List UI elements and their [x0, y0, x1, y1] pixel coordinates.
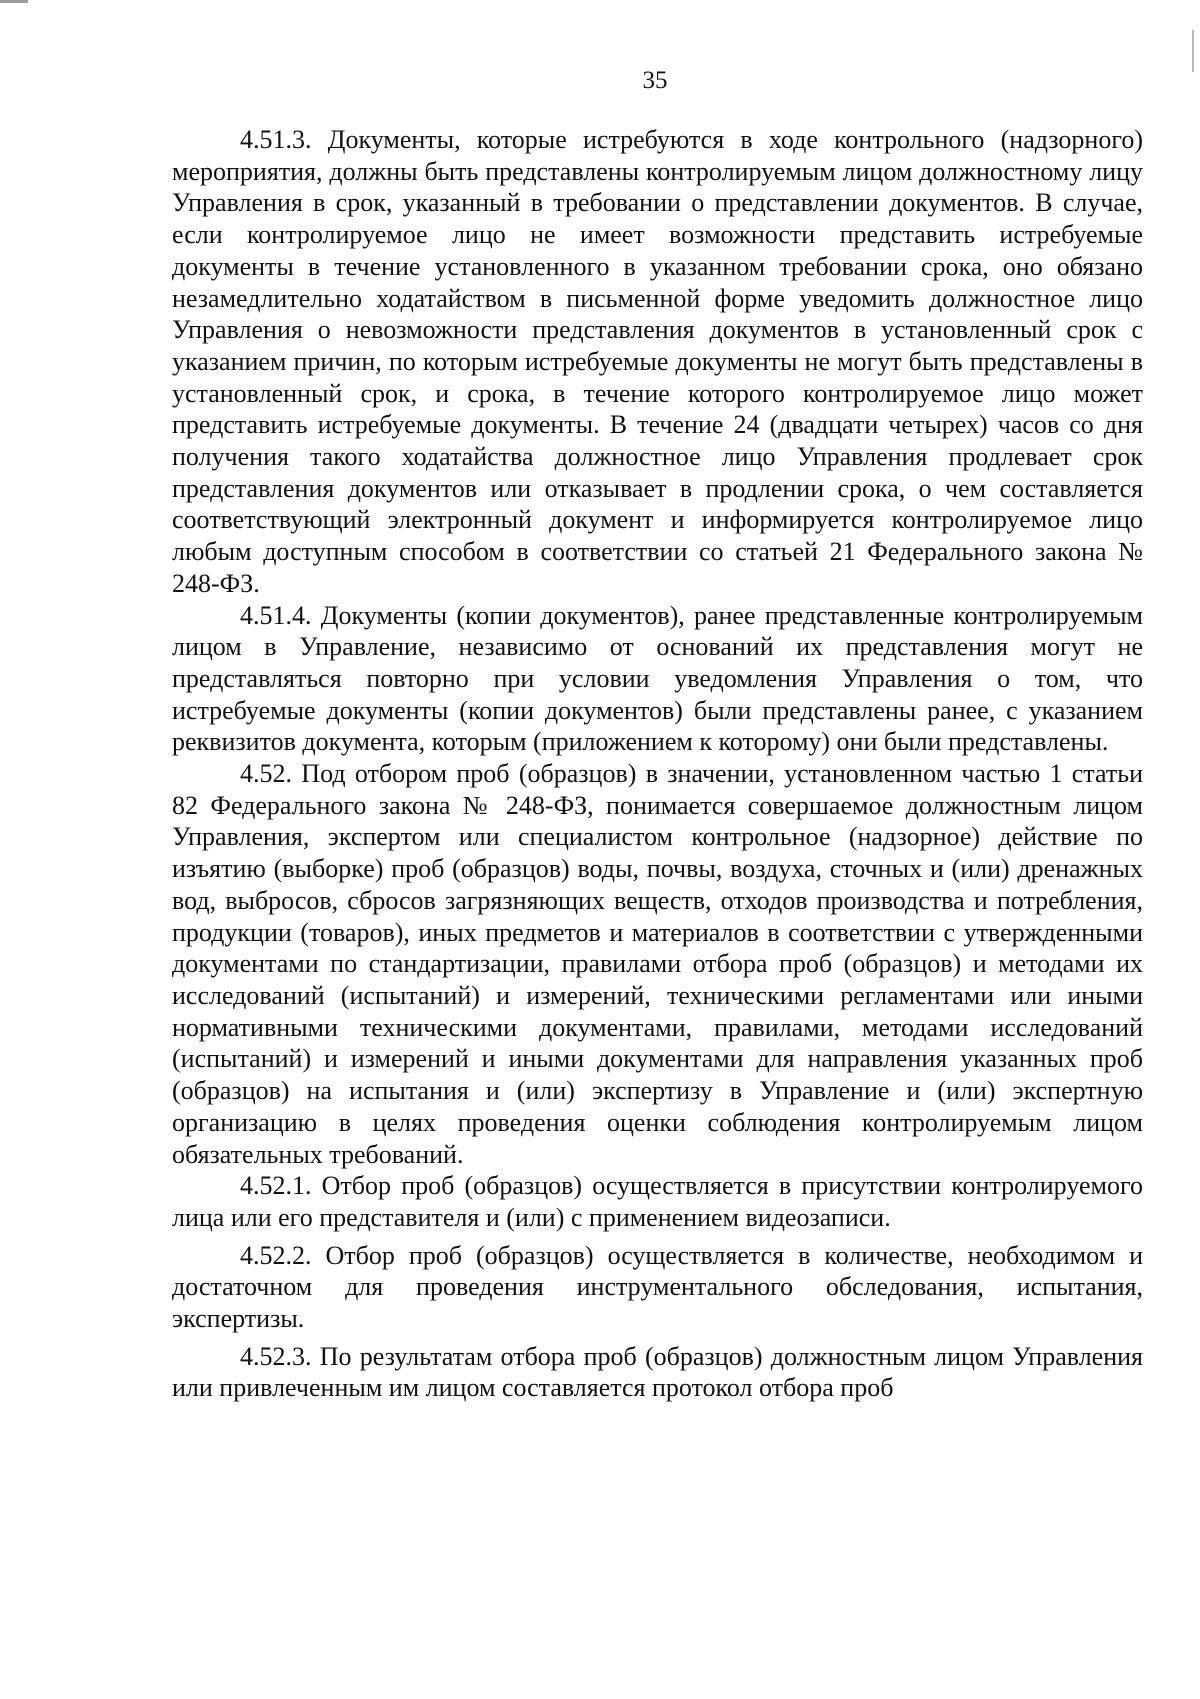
- paragraph-4-51-3: 4.51.3. Документы, которые истребуются в ходе контрольного (надзорного) мероприятия, должны быть представлены контролируемым лицом должностному лицу Управления в срок, указанный в требовании о представлении документов. В случае, если контролируемое лицо не имеет возможности представить истребуемые документы в течение установленного в указанном требовании срока, оно обязано незамедлительно ходатайством в письменной форме уведомить должностное лицо Управления о невозможности представления документов в установленный срок с указанием причин, по которым истребуемые документы не могут быть представлены в установленный срок, и срока, в течение которого контролируемое лицо может представить истребуемые документы. В течение 24 (двадцати четырех) часов со дня получения такого ходатайства должностное лицо Управления продлевает срок представления документов или отказывает в продлении срока, о чем составляется соответствующий электронный документ и информируется контролируемое лицо любым доступным способом в соответствии со статьей 21 Федерального закона № 248-ФЗ.: [172, 125, 1143, 598]
- scan-corner-mark: [0, 0, 28, 3]
- paragraph-4-52-3: 4.52.3. По результатам отбора проб (образцов) должностным лицом Управления или привлеченным им лицом составляется протокол отбора проб: [172, 1341, 1143, 1403]
- paragraph-4-52: 4.52. Под отбором проб (образцов) в значении, установленном частью 1 статьи 82 Федерального закона № 248-ФЗ, понимается совершаемое должностным лицом Управления, экспертом или специалистом контрольное (надзорное) действие по изъятию (выборке) проб (образцов) воды, почвы, воздуха, сточных и (или) дренажных вод, выбросов, сбросов загрязняющих веществ, отходов производства и потребления, продукции (товаров), иных предметов и материалов в соответствии с утвержденными документами по стандартизации, правилами отбора проб (образцов) и методами их исследований (испытаний) и измерений, техническими регламентами или иными нормативными техническими документами, правилами, методами исследований (испытаний) и измерений и иными документами для направления указанных проб (образцов) на испытания и (или) экспертизу в Управление и (или) экспертную организацию в целях проведения оценки соблюдения контролируемым лицом обязательных требований.: [172, 759, 1143, 1169]
- paragraph-4-52-2: 4.52.2. Отбор проб (образцов) осуществляется в количестве, необходимом и достаточном для проведения инструментального обследования, испытания, экспертизы.: [172, 1240, 1143, 1334]
- document-body: [172, 124, 1143, 1404]
- paragraph-4-51-4: 4.51.4. Документы (копии документов), ранее представленные контролируемым лицом в Управление, независимо от оснований их представления могут не представляться повторно при условии уведомления Управления о том, что истребуемые документы (копии документов) были представлены ранее, с указанием реквизитов документа, которым (приложением к которому) они были представлены.: [172, 600, 1143, 757]
- paragraph-4-52-1: 4.52.1. Отбор проб (образцов) осуществляется в присутствии контролируемого лица или его представителя и (или) с применением видеозаписи.: [172, 1171, 1143, 1232]
- page-number: 35: [642, 67, 668, 94]
